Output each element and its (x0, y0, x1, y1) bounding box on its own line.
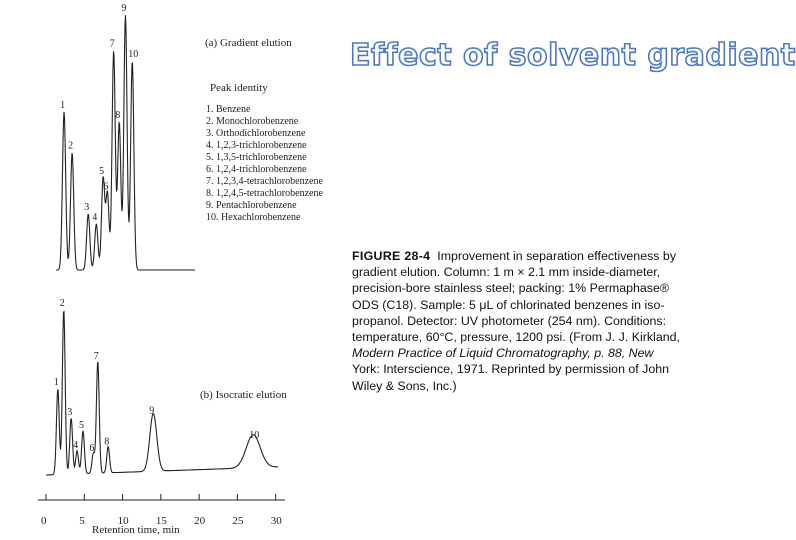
slide-title: Effect of solvent gradient (350, 38, 796, 73)
peak-identity-item: 4. 1,2,3-trichlorobenzene (206, 140, 307, 151)
figure-caption (352, 248, 716, 394)
caption-line: gradient elution. Column: 1 m × 2.1 mm inside-diameter, (352, 265, 661, 280)
peak-identity-item: 10. Hexachlorobenzene (206, 212, 301, 223)
peak-label: 10 (249, 430, 260, 441)
chromatogram-a-label: (a) Gradient elution (205, 37, 292, 49)
peak-identity-item: 2. Monochlorobenzene (206, 116, 299, 127)
peak-label: 8 (104, 436, 110, 448)
peak-label: 9 (149, 405, 155, 417)
peak-label: 8 (115, 110, 121, 122)
x-tick-label: 5 (79, 515, 85, 527)
x-tick-label: 0 (41, 515, 47, 527)
peak-label: 2 (68, 140, 74, 152)
caption-line: ODS (C18). Sample: 5 μL of chlorinated benzenes in iso- (352, 297, 665, 312)
caption-line: propanol. Detector: UV photometer (254 nm). Conditions: (352, 313, 667, 328)
peak-label: 1 (53, 377, 59, 389)
peak-label: 5 (99, 166, 105, 178)
peak-label: 9 (121, 3, 127, 14)
peak-label: 7 (109, 38, 115, 50)
peak-identity-item: 8. 1,2,4,5-tetrachlorobenzene (206, 188, 323, 199)
peak-label: 10 (128, 48, 139, 60)
peak-identity-item: 9. Pentachlorobenzene (206, 200, 297, 211)
chromatogram-b-label: (b) Isocratic elution (200, 389, 287, 401)
caption-line: York: Interscience, 1971. Reprinted by permission of John (352, 362, 670, 377)
caption-line: Wiley & Sons, Inc.) (352, 378, 457, 393)
x-tick-label: 30 (270, 515, 282, 527)
peak-label: 7 (93, 350, 99, 362)
peak-identity-heading: Peak identity (210, 82, 268, 94)
x-tick-label: 15 (155, 515, 167, 527)
peak-label: 6 (89, 443, 95, 455)
peak-identity-item: 3. Orthodichlorobenzene (206, 128, 306, 139)
caption-line: precision-bore stainless steel; packing: 1% Permaphase® (352, 281, 669, 296)
figure-number: FIGURE 28-4 (352, 249, 431, 263)
chromatogram-trace (56, 15, 195, 270)
x-axis (38, 494, 285, 527)
peak-label: 4 (73, 439, 79, 451)
x-tick-label: 20 (194, 515, 206, 527)
peak-identity-item: 7. 1,2,3,4-tetrachlorobenzene (206, 176, 323, 187)
x-tick-label: 10 (117, 515, 129, 527)
caption-line: Modern Practice of Liquid Chromatography, p. 88, New (352, 346, 654, 361)
peak-identity-item: 1. Benzene (206, 104, 251, 115)
peak-identity-item: 6. 1,2,4-trichlorobenzene (206, 164, 307, 175)
peak-label: 3 (84, 201, 90, 213)
peak-label: 2 (59, 298, 65, 309)
peak-label: 1 (60, 99, 66, 111)
peak-label: 6 (103, 181, 109, 193)
peak-identity-item: 5. 1,3,5-trichlorobenzene (206, 152, 307, 163)
peak-label: 5 (79, 420, 84, 432)
x-axis-label: Retention time, min (92, 524, 180, 536)
chromatogram-a (56, 3, 195, 270)
peak-label: 3 (67, 406, 73, 418)
x-tick-label: 25 (232, 515, 244, 527)
caption-line: Improvement in separation effectiveness by (437, 249, 677, 263)
peak-label: 4 (92, 212, 98, 224)
peak-identity-legend (206, 82, 323, 223)
caption-line: temperature, 60°C, pressure, 1200 psi. (From J. J. Kirkland, (352, 330, 680, 345)
chromatogram-b (46, 298, 278, 475)
